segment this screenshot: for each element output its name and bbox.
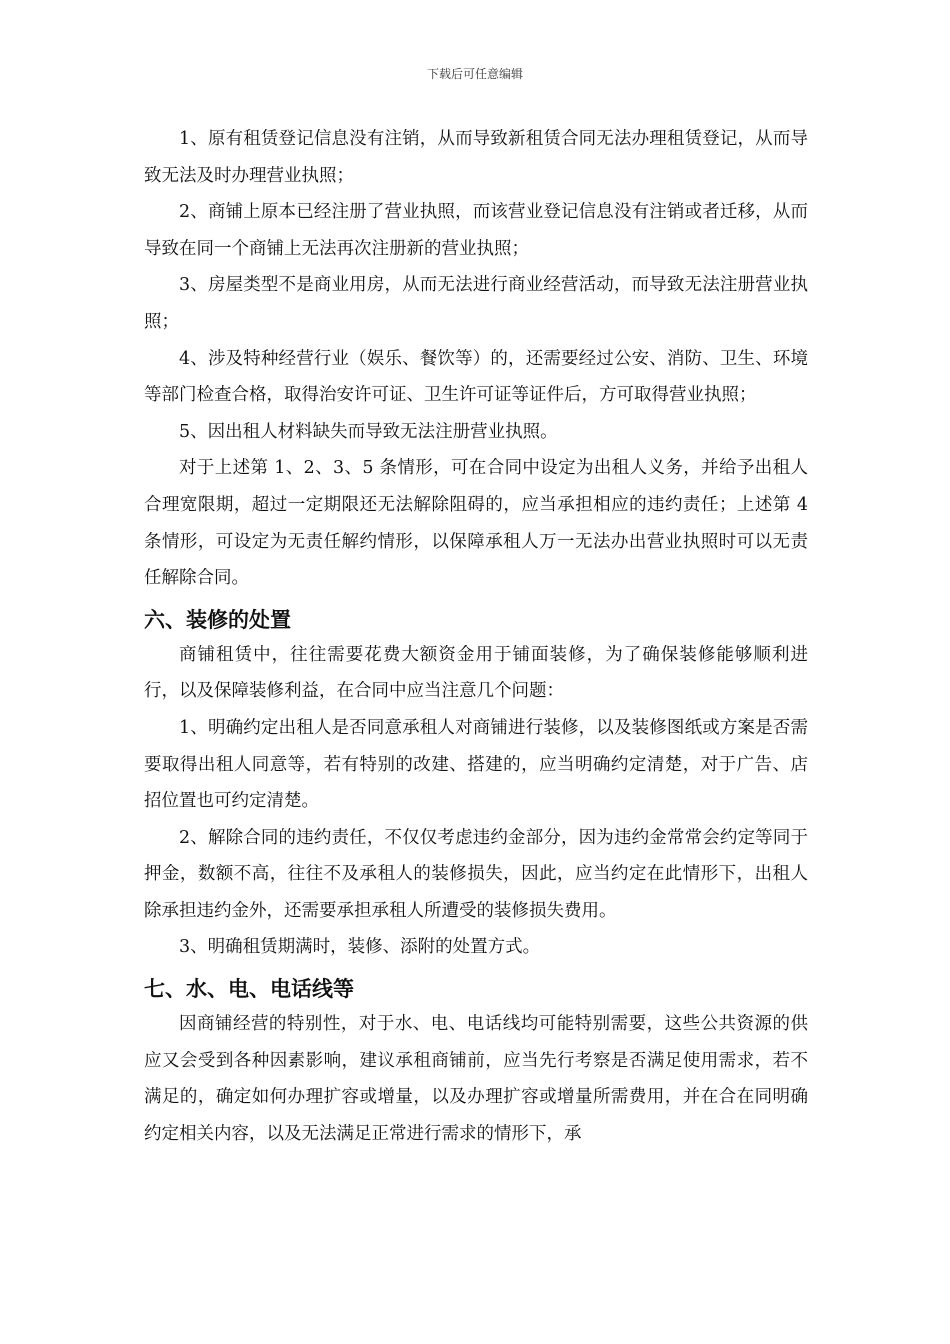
document-body [144,121,808,1152]
paragraph-item-3: 3、房屋类型不是商业用房，从而无法进行商业经营活动，而导致无法注册营业执照； [144,275,808,332]
page-header: 下载后可任意编辑 [426,67,523,81]
section-heading-utilities: 七、水、电、电话线等 [144,977,354,1002]
paragraph-decoration-1: 1、明确约定出租人是否同意承租人对商铺进行装修，以及装修图纸或方案是否需要取得出租人同意等，若有特别的改建、搭建的，应当明确约定清楚，对于广告、店招位置也可约定清楚。 [144,717,808,812]
paragraph-item-1: 1、原有租赁登记信息没有注销，从而导致新租赁合同无法办理租赁登记，从而导致无法及时办理营业执照； [144,129,808,186]
paragraph-item-2: 2、商铺上原本已经注册了营业执照，而该营业登记信息没有注销或者迁移，从而导致在同一个商铺上无法再次注册新的营业执照； [144,202,808,259]
paragraph-summary: 对于上述第 1、2、3、5 条情形，可在合同中设定为出租人义务，并给予出租人合理宽限期，超过一定期限还无法解除阻碍的，应当承担相应的违约责任；上述第 4 条情形，可设定为无责任解约情形，以保障承租人万一无法办出营业执照时可以无责任解除合同。 [144,458,808,589]
paragraph-item-4: 4、涉及特种经营行业（娱乐、餐饮等）的，还需要经过公安、消防、卫生、环境等部门检查合格，取得治安许可证、卫生许可证等证件后，方可取得营业执照； [144,348,808,406]
paragraph-utilities: 因商铺经营的特别性，对于水、电、电话线均可能特别需要，这些公共资源的供应又会受到各种因素影响，建议承租商铺前，应当先行考察是否满足使用需求，若不满足的，确定如何办理扩容或增量，以及办理扩容或增量所需费用，并在合在同明确约定相关内容，以及无法满足正常进行需求的情形下，承 [144,1014,808,1144]
paragraph-decoration-intro: 商铺租赁中，往往需要花费大额资金用于铺面装修，为了确保装修能够顺利进行，以及保障装修利益，在合同中应当注意几个问题： [144,644,808,702]
paragraph-decoration-3: 3、明确租赁期满时，装修、添附的处置方式。 [179,937,541,958]
paragraph-item-5: 5、因出租人材料缺失而导致无法注册营业执照。 [179,421,558,442]
paragraph-decoration-2: 2、解除合同的违约责任，不仅仅考虑违约金部分，因为违约金常常会约定等同于押金，数额不高，往往不及承租人的装修损失，因此，应当约定在此情形下，出租人除承担违约金外，还需要承担承租人所遭受的装修损失费用。 [144,827,808,921]
section-heading-decoration: 六、装修的处置 [144,607,291,632]
